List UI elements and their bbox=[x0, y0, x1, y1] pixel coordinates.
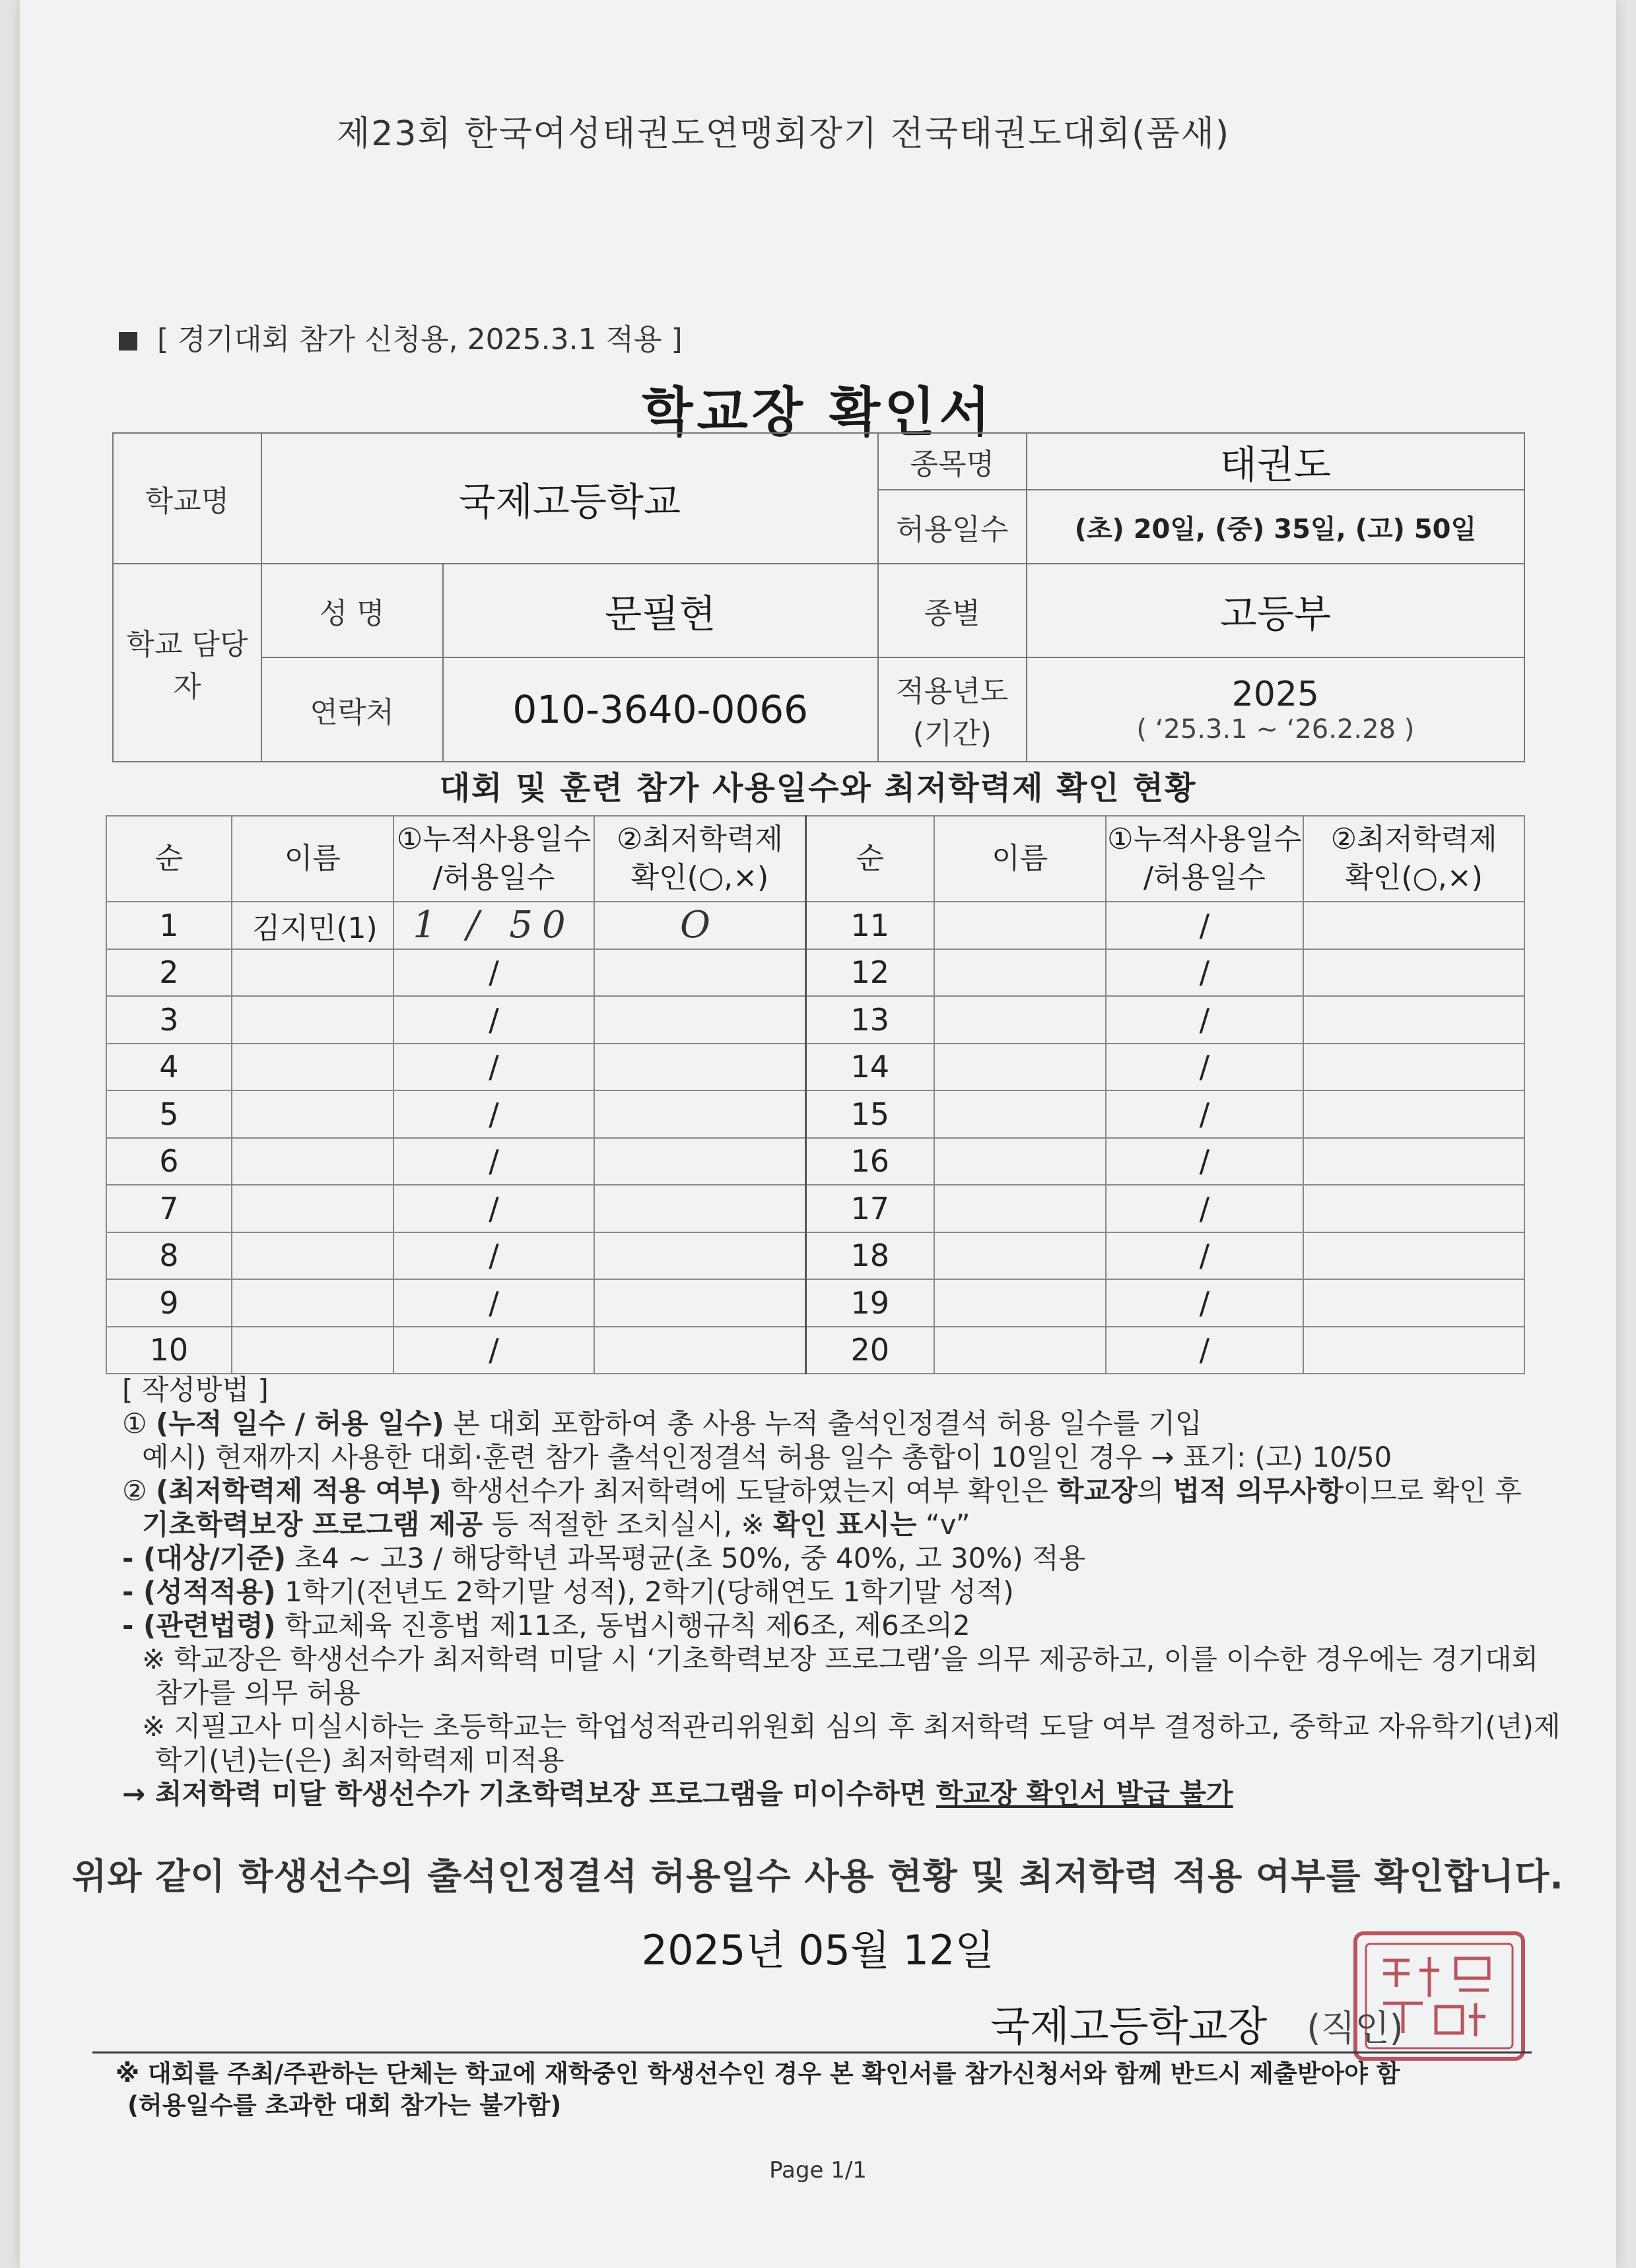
allowed-days-label: 허용일수 bbox=[878, 490, 1027, 564]
row-check-right bbox=[1303, 1232, 1524, 1280]
row-days: / bbox=[393, 1279, 595, 1327]
year-label-2: (기간) bbox=[912, 717, 992, 750]
instruction-text: 초4 ~ 고3 / 해당학년 과목평균(초 50%, 중 40%, 고 30%) 적용 bbox=[286, 1542, 1086, 1574]
row-days-right: / bbox=[1106, 1044, 1304, 1091]
row-name bbox=[232, 949, 393, 997]
seal-label: (직인) bbox=[1307, 2007, 1404, 2049]
instruction-bold: → 최저학력 미달 학생선수가 기초학력보장 프로그램을 미이수하면 bbox=[122, 1778, 936, 1810]
row-number-right: 12 bbox=[805, 949, 934, 997]
status-title: 대회 및 훈련 참가 사용일수와 최저학력제 확인 현황 bbox=[439, 770, 1197, 807]
table-row bbox=[106, 949, 1524, 997]
row-name bbox=[232, 1232, 393, 1280]
row-number: 10 bbox=[106, 1327, 232, 1374]
col-days-line1: ①누적사용일수 bbox=[396, 822, 592, 856]
row-check bbox=[594, 1044, 805, 1091]
row-number: 8 bbox=[106, 1232, 232, 1280]
col-no: 순 bbox=[106, 816, 232, 902]
row-name bbox=[232, 1138, 393, 1185]
col-check-line1: ②최저학력제 bbox=[616, 822, 783, 856]
table-row bbox=[106, 1185, 1524, 1232]
row-name bbox=[232, 1279, 393, 1327]
row-number-right: 20 bbox=[805, 1327, 934, 1374]
row-number: 6 bbox=[106, 1138, 232, 1185]
instruction-line bbox=[122, 1541, 1542, 1575]
row-name-right bbox=[934, 1232, 1106, 1280]
row-name bbox=[232, 1044, 393, 1091]
issue-date: 2025년 05월 12일 bbox=[641, 1926, 995, 1974]
instruction-example: 예시) 현재까지 사용한 대회·훈련 참가 출석인정결석 허용 일수 총합이 10일인 경우 → 표기: (고) 10/50 bbox=[142, 1441, 1392, 1473]
row-check-right bbox=[1303, 1185, 1524, 1232]
instruction-bold: (누적 일수 / 허용 일수) bbox=[156, 1407, 444, 1440]
page-number: Page 1/1 bbox=[769, 2157, 867, 2184]
row-check-right bbox=[1303, 1279, 1524, 1327]
instruction-note: 참가를 의무 허용 bbox=[155, 1677, 360, 1709]
row-check bbox=[594, 1232, 805, 1280]
row-name bbox=[232, 996, 393, 1044]
row-number-right: 19 bbox=[805, 1279, 934, 1327]
footer-note bbox=[116, 2058, 1400, 2121]
row-name-right bbox=[934, 949, 1106, 997]
row-number: 1 bbox=[106, 902, 232, 949]
row-days: / bbox=[393, 996, 595, 1044]
instruction-underlined: 학교장 확인서 발급 불가 bbox=[936, 1778, 1233, 1810]
row-number-right: 18 bbox=[805, 1232, 934, 1280]
instruction-bold: 확인 표시는 bbox=[772, 1508, 917, 1541]
instructions-title: [ 작성방법 ] bbox=[122, 1374, 269, 1406]
row-name-right bbox=[934, 1044, 1106, 1091]
row-check bbox=[594, 1090, 805, 1138]
row-check-right bbox=[1303, 902, 1524, 949]
row-number-right: 17 bbox=[805, 1185, 934, 1232]
row-days: / bbox=[393, 1138, 595, 1185]
row-number-right: 11 bbox=[805, 902, 934, 949]
row-check: O bbox=[594, 902, 805, 949]
col-days-right bbox=[1106, 816, 1304, 902]
footer-line-2: (허용일수를 초과한 대회 참가는 불가함) bbox=[127, 2091, 562, 2119]
row-check-right bbox=[1303, 1327, 1524, 1374]
row-number: 7 bbox=[106, 1185, 232, 1232]
instruction-text: 본 대회 포함하여 총 사용 누적 출석인정결석 허용 일수를 기입 bbox=[444, 1407, 1202, 1440]
year-cell bbox=[1027, 657, 1524, 762]
table-row bbox=[106, 996, 1524, 1044]
row-check bbox=[594, 1279, 805, 1327]
col-days bbox=[393, 816, 595, 902]
instruction-line bbox=[122, 1777, 1542, 1811]
instruction-text: 학교체육 진흥법 제11조, 동법시행규칙 제6조, 제6조의2 bbox=[275, 1609, 971, 1642]
row-number-right: 15 bbox=[805, 1090, 934, 1138]
principal-title: 국제고등학교장 bbox=[990, 2002, 1268, 2050]
row-days: 1 / 50 bbox=[393, 902, 595, 949]
row-name bbox=[232, 1090, 393, 1138]
instruction-text: “v” bbox=[916, 1508, 971, 1541]
row-days-right: / bbox=[1106, 949, 1304, 997]
instruction-bold: - (대상/기준) bbox=[122, 1542, 287, 1574]
instruction-text: 이므로 확인 후 bbox=[1343, 1475, 1522, 1507]
row-check bbox=[594, 1138, 805, 1185]
col-check-right-line1: ②최저학력제 bbox=[1330, 822, 1497, 856]
contact-label: 연락처 bbox=[261, 657, 443, 762]
row-days-right: / bbox=[1106, 1279, 1304, 1327]
row-check bbox=[594, 949, 805, 997]
row-name bbox=[232, 1327, 393, 1374]
row-number-right: 16 bbox=[805, 1138, 934, 1185]
instruction-text: 1학기(전년도 2학기말 성적), 2학기(당해연도 1학기말 성적) bbox=[275, 1576, 1014, 1608]
instructions bbox=[122, 1373, 1561, 1811]
division-label: 종별 bbox=[878, 564, 1027, 657]
row-check bbox=[594, 996, 805, 1044]
allowed-days-value: (초) 20일, (중) 35일, (고) 50일 bbox=[1027, 490, 1524, 564]
row-check-right bbox=[1303, 1090, 1524, 1138]
row-name-right bbox=[934, 1138, 1106, 1185]
row-check-right bbox=[1303, 949, 1524, 997]
col-days-right-line2: /허용일수 bbox=[1143, 861, 1266, 894]
row-number-right: 13 bbox=[805, 996, 934, 1044]
circled-two: ② bbox=[122, 1475, 147, 1507]
instruction-text: 의 bbox=[1137, 1475, 1173, 1507]
year-label-1: 적용년도 bbox=[896, 675, 1009, 708]
row-number: 2 bbox=[106, 949, 232, 997]
col-check bbox=[594, 816, 805, 902]
row-number: 9 bbox=[106, 1279, 232, 1327]
manager-name: 문필현 bbox=[443, 564, 878, 657]
row-days-right: / bbox=[1106, 902, 1304, 949]
row-number-right: 14 bbox=[805, 1044, 934, 1091]
col-no-right: 순 bbox=[805, 816, 934, 902]
event-value: 태권도 bbox=[1027, 433, 1524, 490]
usage-note-text: [ 경기대회 참가 신청용, 2025.3.1 적용 ] bbox=[157, 323, 683, 356]
row-name-right bbox=[934, 1090, 1106, 1138]
division-value: 고등부 bbox=[1027, 564, 1524, 657]
row-number: 3 bbox=[106, 996, 232, 1044]
row-check-right bbox=[1303, 996, 1524, 1044]
instruction-line bbox=[122, 1407, 1542, 1440]
row-number: 5 bbox=[106, 1090, 232, 1138]
contact-value: 010-3640-0066 bbox=[443, 657, 878, 762]
row-days-right: / bbox=[1106, 1138, 1304, 1185]
col-check-line2: 확인(○,×) bbox=[631, 861, 769, 894]
row-days: / bbox=[393, 1185, 595, 1232]
row-name: 김지민(1) bbox=[232, 902, 393, 949]
instruction-line bbox=[122, 1609, 1542, 1642]
confirmation-statement: 위와 같이 학생선수의 출석인정결석 허용일수 사용 현황 및 최저학력 적용 여부를 확인합니다. bbox=[72, 1855, 1564, 1897]
instruction-bold: 학교장 bbox=[1056, 1475, 1138, 1507]
instruction-note: ※ 지필고사 미실시하는 초등학교는 학업성적관리위원회 심의 후 최저학력 도달 여부 결정하고, 중학교 자유학기(년)제 bbox=[142, 1710, 1561, 1743]
square-bullet-icon bbox=[119, 332, 137, 350]
event-label: 종목명 bbox=[878, 433, 1027, 490]
table-row bbox=[106, 1232, 1524, 1280]
table-row bbox=[106, 902, 1524, 949]
table-header-row bbox=[106, 816, 1524, 902]
row-days: / bbox=[393, 1232, 595, 1280]
row-check bbox=[594, 1185, 805, 1232]
row-days-right: / bbox=[1106, 1232, 1304, 1280]
attendance-table bbox=[106, 815, 1525, 1374]
instruction-bold: (최저학력제 적용 여부) bbox=[156, 1475, 442, 1507]
row-name-right bbox=[934, 902, 1106, 949]
row-name-right bbox=[934, 996, 1106, 1044]
col-name: 이름 bbox=[232, 816, 393, 902]
row-days: / bbox=[393, 1090, 595, 1138]
row-name-right bbox=[934, 1327, 1106, 1374]
table-row bbox=[106, 1279, 1524, 1327]
table-row bbox=[106, 1090, 1524, 1138]
instruction-text: 등 적절한 조치실시, ※ bbox=[483, 1508, 773, 1541]
col-check-right bbox=[1303, 816, 1524, 902]
row-name-right bbox=[934, 1185, 1106, 1232]
row-days-right: / bbox=[1106, 996, 1304, 1044]
col-check-right-line2: 확인(○,×) bbox=[1345, 861, 1483, 894]
instruction-line bbox=[122, 1575, 1542, 1609]
table-row bbox=[106, 1327, 1524, 1374]
row-check-right bbox=[1303, 1044, 1524, 1091]
instruction-line bbox=[122, 1474, 1542, 1508]
row-days: / bbox=[393, 1044, 595, 1091]
table-row bbox=[106, 1044, 1524, 1091]
table-row bbox=[106, 1138, 1524, 1185]
name-label: 성 명 bbox=[261, 564, 443, 657]
row-days-right: / bbox=[1106, 1090, 1304, 1138]
instruction-note: ※ 학교장은 학생선수가 최저학력 미달 시 ‘기초학력보장 프로그램’을 의무 제공하고, 이를 이수한 경우에는 경기대회 bbox=[142, 1643, 1539, 1675]
row-check bbox=[594, 1327, 805, 1374]
row-name bbox=[232, 1185, 393, 1232]
year-value: 2025 bbox=[1231, 675, 1320, 714]
row-days: / bbox=[393, 949, 595, 997]
instruction-note: 학기(년)는(은) 최저학력제 미적용 bbox=[155, 1744, 564, 1776]
year-label bbox=[878, 657, 1027, 762]
principal-signature bbox=[990, 1993, 1404, 2052]
row-days: / bbox=[393, 1327, 595, 1374]
header-info-table bbox=[112, 432, 1525, 762]
row-name-right bbox=[934, 1279, 1106, 1327]
manager-label: 학교 담당자 bbox=[113, 564, 261, 762]
row-number: 4 bbox=[106, 1044, 232, 1091]
footer-line-1: ※ 대회를 주최/주관하는 단체는 학교에 재학중인 학생선수인 경우 본 확인서를 참가신청서와 함께 반드시 제출받아야 함 bbox=[116, 2059, 1400, 2088]
usage-note bbox=[119, 316, 683, 358]
row-days-right: / bbox=[1106, 1327, 1304, 1374]
row-check-right bbox=[1303, 1138, 1524, 1185]
document-title: 학교장 확인서 bbox=[642, 382, 994, 443]
year-period: ( ‘25.3.1 ~ ‘26.2.28 ) bbox=[1136, 714, 1415, 745]
instruction-text: 학생선수가 최저학력에 도달하였는지 여부 확인은 bbox=[441, 1475, 1057, 1507]
school-value: 국제고등학교 bbox=[261, 433, 878, 564]
instruction-bold: 기초학력보장 프로그램 제공 bbox=[142, 1508, 483, 1541]
row-days-right: / bbox=[1106, 1185, 1304, 1232]
col-days-line2: /허용일수 bbox=[432, 861, 555, 894]
instruction-line bbox=[122, 1508, 1542, 1541]
instruction-bold: - (관련법령) bbox=[122, 1609, 276, 1642]
circled-one: ① bbox=[122, 1407, 147, 1440]
footer-divider bbox=[92, 2051, 1532, 2053]
instruction-bold: 법적 의무사항 bbox=[1173, 1475, 1344, 1507]
instruction-bold: - (성적적용) bbox=[122, 1576, 276, 1608]
school-label: 학교명 bbox=[113, 433, 261, 564]
event-title: 제23회 한국여성태권도연맹회장기 전국태권도대회(품새) bbox=[337, 114, 1231, 154]
col-days-right-line1: ①누적사용일수 bbox=[1107, 822, 1302, 856]
col-name-right: 이름 bbox=[934, 816, 1106, 902]
